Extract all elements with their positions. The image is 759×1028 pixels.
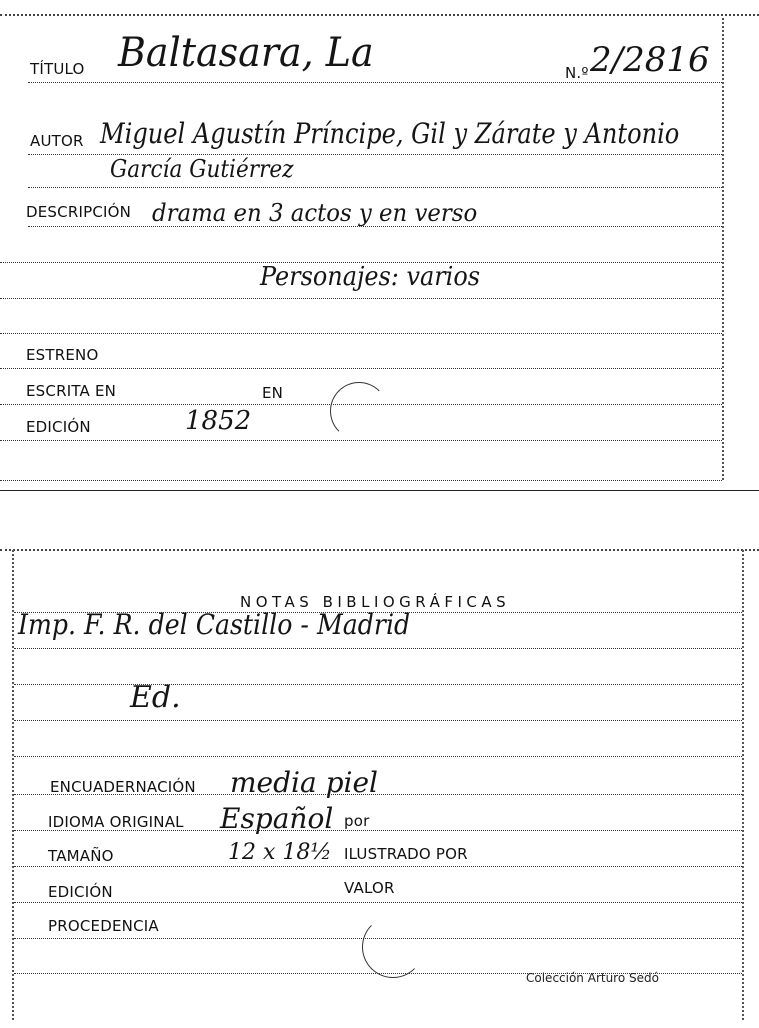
collection-footer: Colección Arturo Sedó — [526, 971, 659, 985]
card-left-edge — [12, 550, 14, 1020]
edicion-value: 1852 — [185, 406, 252, 436]
notes-line-2: Ed. — [130, 680, 181, 715]
card-bottom-rule — [0, 480, 722, 481]
descripcion-label: DESCRIPCIÓN — [26, 203, 132, 221]
por-label: por — [344, 812, 370, 830]
estreno-label: ESTRENO — [26, 346, 99, 364]
tamano-value: 12 x 18½ — [228, 840, 332, 865]
escrita-en-label: ESCRITA EN — [26, 382, 117, 400]
card-right-edge — [722, 18, 724, 480]
procedencia-label: PROCEDENCIA — [48, 917, 159, 935]
titulo-label: TÍTULO — [30, 60, 85, 78]
catalog-card-top — [0, 0, 759, 500]
notas-heading: NOTAS BIBLIOGRÁFICAS — [240, 593, 511, 611]
personajes-value: Personajes: varios — [260, 262, 481, 292]
idioma-original-value: Español — [220, 802, 334, 835]
encuadernacion-label: ENCUADERNACIÓN — [50, 778, 196, 796]
ilustrado-por-label: ILUSTRADO POR — [344, 845, 468, 863]
numero-label: N.º — [565, 64, 589, 82]
edicion-label: EDICIÓN — [48, 883, 113, 901]
descripcion-value: drama en 3 actos y en verso — [152, 199, 478, 227]
en-label: EN — [262, 384, 284, 402]
idioma-original-label: IDIOMA ORIGINAL — [48, 813, 184, 831]
encuadernacion-value: media piel — [230, 766, 378, 799]
card-top-edge — [0, 14, 759, 16]
notes-line-1: Imp. F. R. del Castillo - Madrid — [18, 608, 411, 641]
card-right-edge — [742, 550, 744, 1020]
titulo-value: Baltasara, La — [118, 30, 374, 76]
autor-value-line2: García Gutiérrez — [110, 155, 294, 183]
edicion-label: EDICIÓN — [26, 418, 91, 436]
valor-label: VALOR — [344, 879, 395, 897]
punch-hole-mark — [330, 382, 388, 440]
card-bottom-edge — [0, 490, 759, 491]
autor-label: AUTOR — [30, 132, 84, 150]
tamano-label: TAMAÑO — [48, 847, 114, 865]
autor-value-line1: Miguel Agustín Príncipe, Gil y Zárate y Antonio — [100, 117, 680, 150]
numero-value: 2/2816 — [590, 40, 710, 80]
catalog-card-bottom — [0, 540, 759, 1028]
card-top-edge — [0, 549, 759, 551]
punch-hole-mark — [362, 916, 424, 978]
